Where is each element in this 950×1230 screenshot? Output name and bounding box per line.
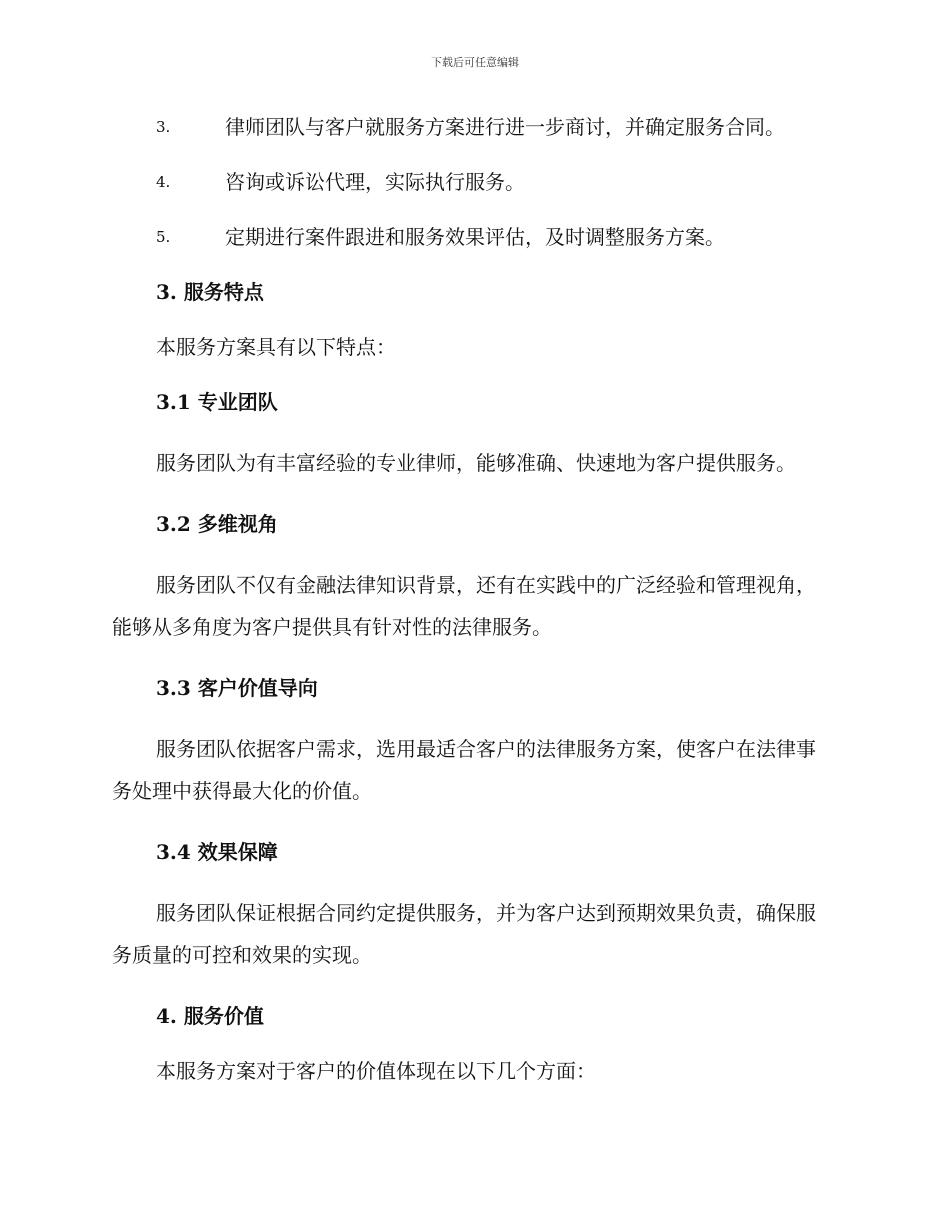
subsection-text-perspective: 服务团队不仅有金融法律知识背景，还有在实践中的广泛经验和管理视角，能够从多角度为客户提供具有针对性的法律服务。 <box>112 573 816 639</box>
subsection-text-client-value: 服务团队依据客户需求，选用最适合客户的法律服务方案，使客户在法律事务处理中获得最大化的价值。 <box>112 737 816 803</box>
list-item <box>112 222 832 252</box>
list-item <box>112 112 832 142</box>
page-header: 下载后可任意编辑 <box>431 56 519 69</box>
document-body <box>112 112 832 1111</box>
section-intro-value: 本服务方案对于客户的价值体现在以下几个方面： <box>156 1059 596 1083</box>
section-heading-features: 3. 服务特点 <box>156 280 264 304</box>
list-item-number: 3. <box>156 118 171 136</box>
subsection-heading-guarantee: 3.4 效果保障 <box>156 840 278 864</box>
subsection-heading-client-value: 3.3 客户价值导向 <box>156 676 318 700</box>
list-item <box>112 167 832 197</box>
list-item-text: 律师团队与客户就服务方案进行进一步商讨，并确定服务合同。 <box>225 115 785 139</box>
list-item-number: 4. <box>156 173 171 191</box>
list-item-text: 定期进行案件跟进和服务效果评估，及时调整服务方案。 <box>225 225 725 249</box>
section-heading-value: 4. 服务价值 <box>156 1004 264 1028</box>
list-item-number: 5. <box>156 228 171 246</box>
list-item-text: 咨询或诉讼代理，实际执行服务。 <box>225 170 525 194</box>
subsection-heading-perspective: 3.2 多维视角 <box>156 512 278 536</box>
section-intro-features: 本服务方案具有以下特点： <box>156 335 396 359</box>
subsection-heading-team: 3.1 专业团队 <box>156 390 278 414</box>
subsection-text-team: 服务团队为有丰富经验的专业律师，能够准确、快速地为客户提供服务。 <box>156 451 796 475</box>
subsection-text-guarantee: 服务团队保证根据合同约定提供服务，并为客户达到预期效果负责，确保服务质量的可控和效果的实现。 <box>112 901 816 967</box>
